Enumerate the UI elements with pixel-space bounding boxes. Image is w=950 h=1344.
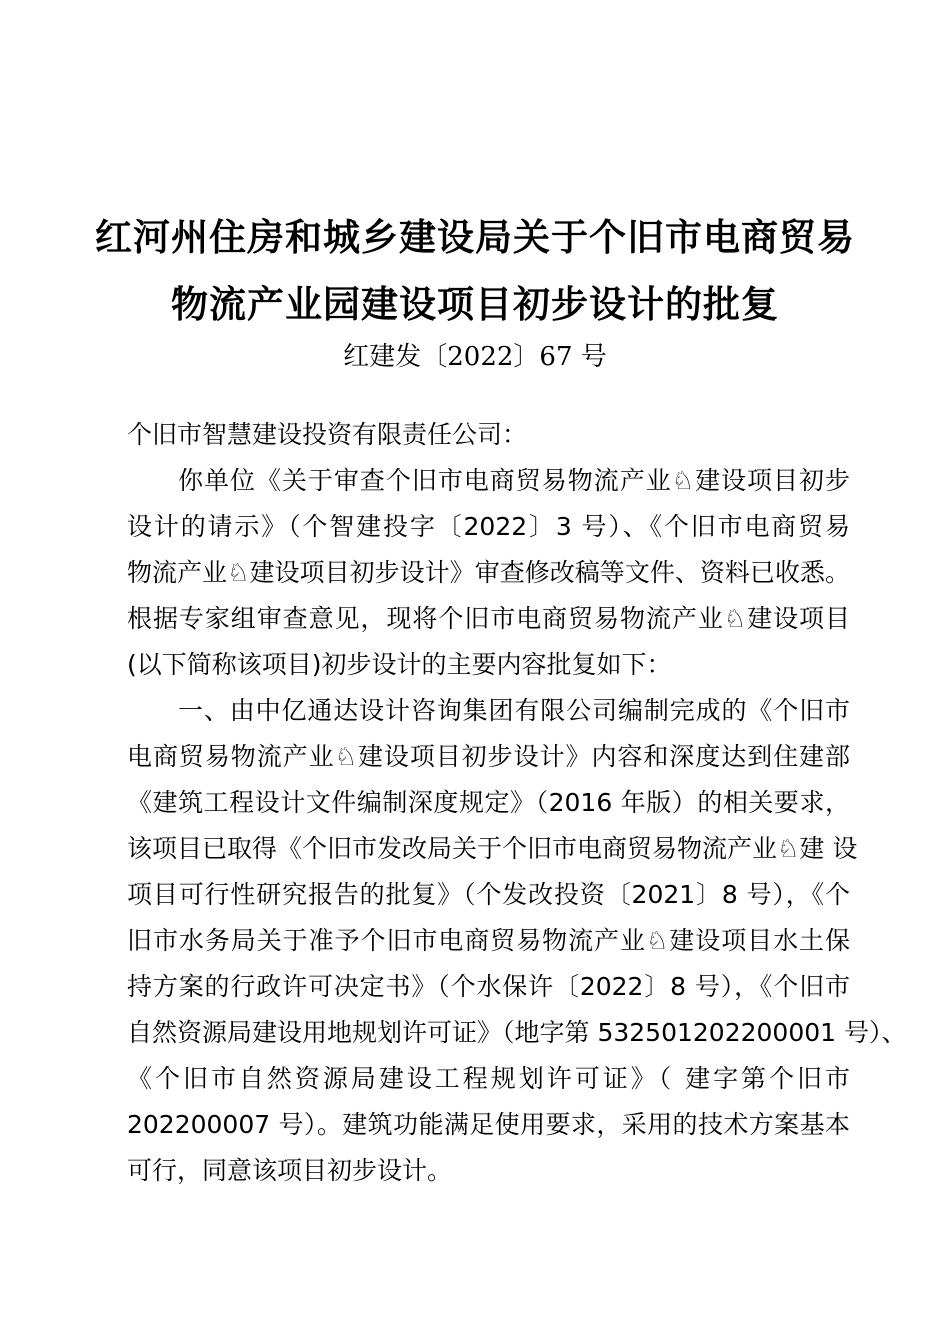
paragraph-2-line: 自然资源局建设用地规划许可证》（地字第 532501202200001 号）、	[127, 1018, 907, 1047]
paragraph-1-line: (以下简称该项目)初步设计的主要内容批复如下：	[127, 650, 672, 679]
paragraph-2-line: 可行，同意该项目初步设计。	[127, 1156, 453, 1185]
document-title-line-2: 物流产业园建设项目初步设计的批复	[171, 282, 779, 326]
addressee: 个旧市智慧建设投资有限责任公司：	[127, 420, 528, 449]
paragraph-2-line: 《建筑工程设计文件编制深度规定》（2016 年版）的相关要求，	[127, 788, 850, 817]
paragraph-2-line: 202200007 号）。建筑功能满足使用要求，采用的技术方案基本	[127, 1110, 850, 1139]
paragraph-2-line: 旧市水务局关于准予个旧市电商贸易物流产业♘建设项目水土保	[127, 926, 850, 955]
paragraph-2-line: 持方案的行政许可决定书》（个水保许〔2022〕8 号），《个旧市	[127, 972, 850, 1001]
document-number: 红建发〔2022〕67 号	[343, 342, 607, 372]
paragraph-1-line: 根据专家组审查意见，现将个旧市电商贸易物流产业♘建设项目	[127, 604, 850, 633]
paragraph-2-line: 项目可行性研究报告的批复》（个发改投资〔2021〕8 号），《个	[127, 880, 850, 909]
paragraph-2-line: 该项目已取得《个旧市发改局关于个旧市电商贸易物流产业♘建 设	[127, 834, 858, 863]
paragraph-1-line: 设计的请示》（个智建投字〔2022〕3 号）、《个旧市电商贸易	[127, 512, 850, 541]
paragraph-2-line: 《个旧市自然资源局建设工程规划许可证》（ 建字第个旧市	[127, 1064, 850, 1093]
paragraph-1-line: 物流产业♘建设项目初步设计》审查修改稿等文件、资料已收悉。	[127, 558, 850, 587]
paragraph-2-line: 一、由中亿通达设计咨询集团有限公司编制完成的《个旧市	[178, 696, 850, 725]
paragraph-1-line: 你单位《关于审查个旧市电商贸易物流产业♘建设项目初步	[178, 466, 850, 495]
paragraph-2-line: 电商贸易物流产业♘建设项目初步设计》内容和深度达到住建部	[127, 742, 850, 771]
document-title-line-1: 红河州住房和城乡建设局关于个旧市电商贸易	[95, 215, 855, 259]
